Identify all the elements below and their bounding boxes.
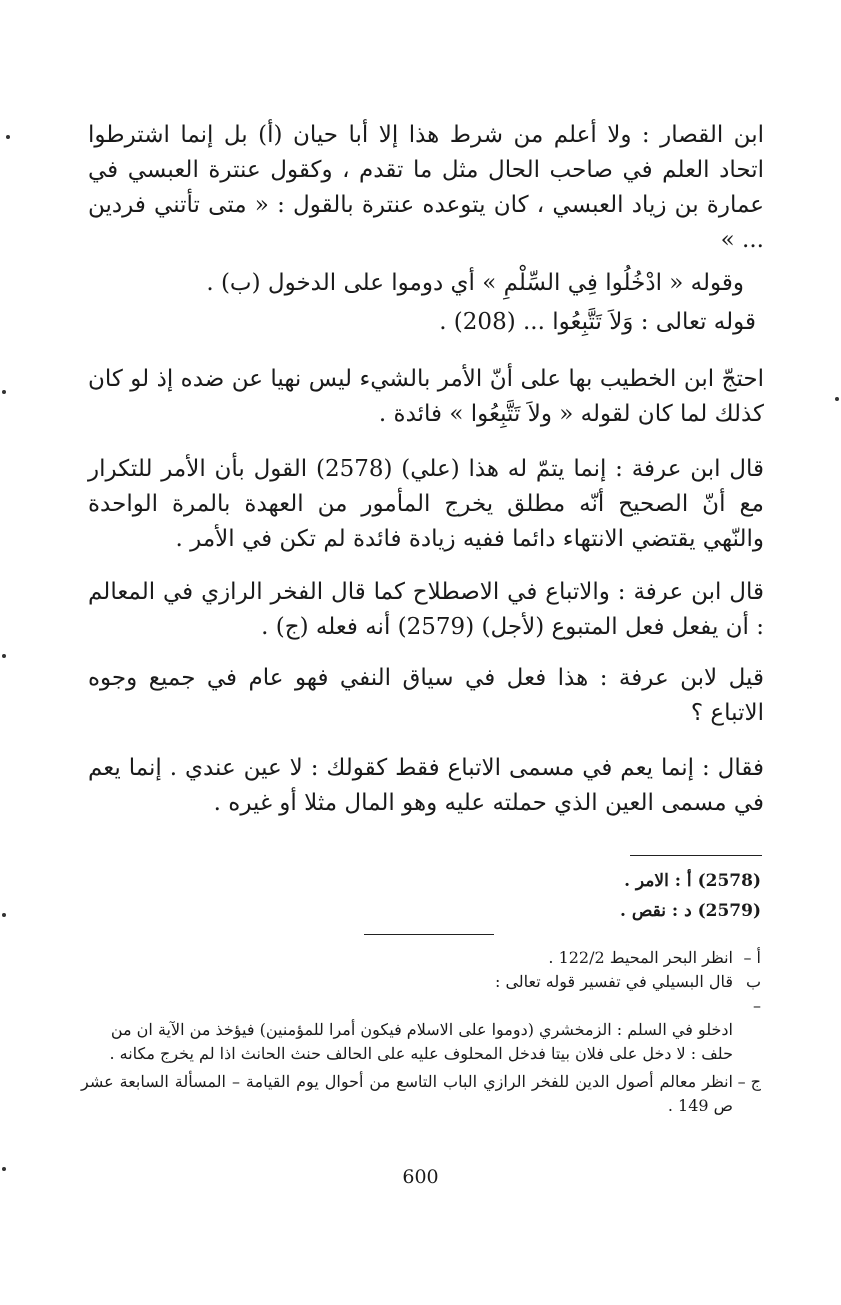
scan-edge-mark (835, 397, 839, 401)
footnote-text: انظر البحر المحيط 122/2 . (548, 948, 733, 967)
paragraph: احتجّ ابن الخطيب بها على أنّ الأمر بالشيء ليس نهيا عن ضده إذ لو كان كذلك لما كان لقوله « ولاَ تَتَّبِعُوا » فائدة . (88, 366, 764, 427)
scan-edge-mark (2, 1167, 6, 1171)
footnote-divider (630, 855, 762, 856)
footnote-divider (364, 934, 494, 935)
paragraph: قوله تعالى : وَلاَ تَتَّبِعُوا ... (208) . (439, 309, 756, 335)
footnote-marker: أ – (743, 948, 761, 967)
footnote-item (81, 1070, 761, 1118)
scan-edge-mark (2, 654, 6, 658)
footnote-marker: ب – (745, 972, 761, 1015)
page-number: 600 (402, 1166, 439, 1188)
paragraph: قال ابن عرفة : والاتباع في الاصطلاح كما قال الفخر الرازي في المعالم : أن يفعل فعل المتبوع (لأجل) (2579) أنه فعله (ج) . (88, 579, 764, 640)
footnote-marker: ج – (737, 1072, 761, 1091)
footnote-item (81, 970, 761, 1018)
footnote-item: (2578) أ : الامر . (624, 871, 761, 891)
main-text (88, 118, 764, 821)
scan-edge-mark (2, 913, 6, 917)
footnote-continuation: ادخلو في السلم : الزمخشري (دوموا على الاسلام فيكون أمرا للمؤمنين) فيؤخذ من الآية ان من حلف : لا دخل على فلان بيتا فدخل المحلوف عليه على الحالف حنث الحانث اذا لم يخرج مكانه . (109, 1020, 733, 1063)
paragraph: قال ابن عرفة : إنما يتمّ له هذا (علي) (2578) القول بأن الأمر للتكرار مع أنّ الصحيح أنّه مطلق يخرج المأمور من العهدة بالمرة الواحدة والنّهي يقتضي الانتهاء دائما ففيه زيادة فائدة لم تكن في الأمر . (88, 456, 764, 552)
footnote-item: (2579) د : نقص . (619, 901, 761, 921)
scan-edge-mark (6, 135, 10, 139)
footnote-text: قال البسيلي في تفسير قوله تعالى : (494, 972, 733, 991)
paragraph: ابن القصار : ولا أعلم من شرط هذا إلا أبا حيان (أ) بل إنما اشترطوا اتحاد العلم في صاحب الحال مثل ما تقدم ، وكقول عنترة العبسي في عمارة بن زياد العبسي ، كان يتوعده عنترة بالقول : « متى تأتني فردين ... » (88, 122, 764, 253)
scan-edge-mark (2, 390, 6, 394)
numbered-footnotes (401, 866, 761, 926)
paragraph: قيل لابن عرفة : هذا فعل في سياق النفي فهو عام في جميع وجوه الاتباع ؟ (88, 665, 764, 726)
paragraph: وقوله « ادْخُلُوا فِي السِّلْمِ » أي دوموا على الدخول (ب) . (206, 270, 744, 296)
paragraph: فقال : إنما يعم في مسمى الاتباع فقط كقولك : لا عين عندي . إنما يعم في مسمى العين الذي حملته عليه وهو المال مثلا أو غيره . (88, 755, 764, 816)
footnote-text: انظر معالم أصول الدين للفخر الرازي الباب التاسع من أحوال يوم القيامة – المسألة السابعة عشر ص 149 . (81, 1072, 733, 1115)
letter-footnotes (81, 946, 761, 1118)
footnote-item (81, 946, 761, 970)
